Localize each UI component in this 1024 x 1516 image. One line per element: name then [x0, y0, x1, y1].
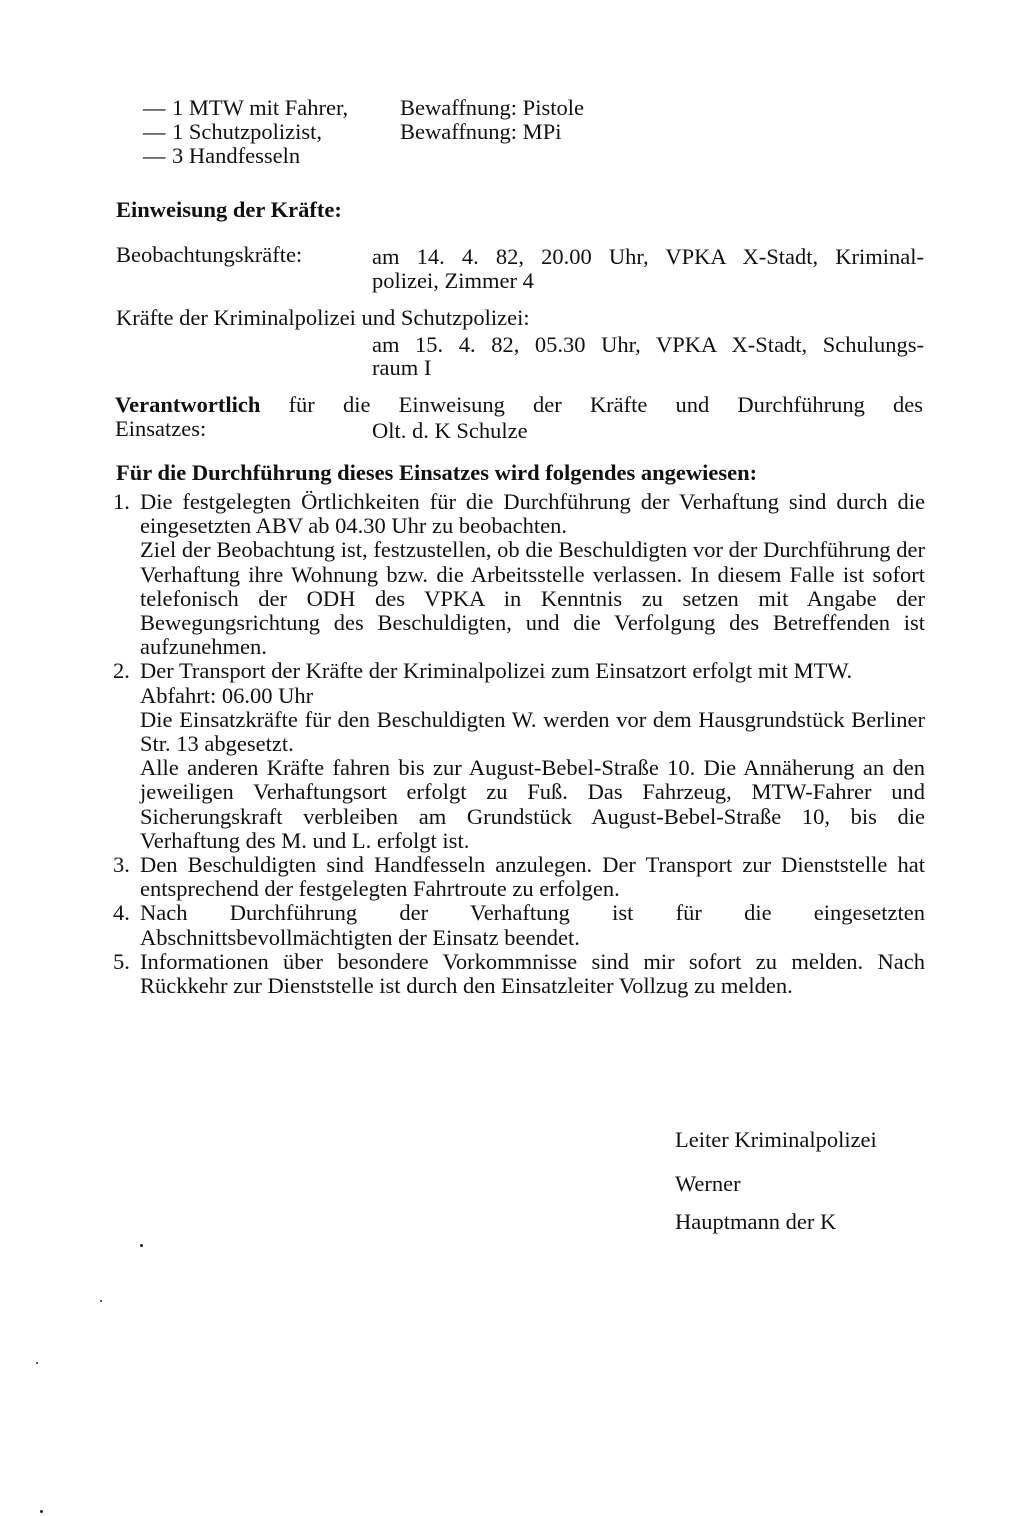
item-paragraph: Informationen über besondere Vorkommnisse sind mir sofort zu melden. Nach Rückkehr zur Dienststelle ist durch den Einsatzleiter Vollzug zu melden. — [140, 948, 925, 999]
item-paragraph: Nach Durchführung der Verhaftung ist für die eingesetzten Abschnittsbevollmächtigten der Einsatz beendet. — [140, 900, 925, 950]
equipment-item: 1 Schutzpolizist, — [172, 119, 322, 144]
orders-list — [113, 490, 925, 998]
equipment-armament: Bewaffnung: Pistole — [400, 95, 584, 120]
police-line: raum I — [372, 355, 432, 380]
signature-rank: Hauptmann der K — [675, 1209, 837, 1234]
equipment-armament: Bewaffnung: MPi — [400, 119, 562, 144]
observation-label: Beobachtungskräfte: — [116, 242, 303, 267]
list-item — [113, 490, 925, 659]
equipment-item: 1 MTW mit Fahrer, — [172, 95, 349, 120]
police-line: am 15. 4. 82, 05.30 Uhr, VPKA X-Stadt, Schulungs- — [372, 332, 924, 357]
equipment-item: 3 Handfesseln — [172, 143, 301, 168]
scan-speck — [140, 1244, 143, 1247]
list-item — [113, 901, 925, 949]
item-paragraph: Der Transport der Kräfte der Kriminalpolizei zum Einsatzort erfolgt mit MTW. — [140, 658, 853, 684]
list-item — [113, 659, 925, 853]
scan-speck — [100, 1300, 102, 1302]
list-item — [113, 950, 925, 998]
scan-speck — [36, 1362, 38, 1364]
responsible-bold: Verantwortlich — [115, 392, 261, 417]
item-paragraph: Alle anderen Kräfte fahren bis zur August-Bebel-Straße 10. Die Annäherung an den jeweiligen Verhaftungsort erfolgt zu Fuß. Das Fahrzeug, MTW-Fahrer und Sicherungskraft verbleiben am Grundstück August-Bebel-Straße 10, bis die Verhaftung des M. und L. erfolgt ist. — [140, 755, 925, 853]
observation-line: polizei, Zimmer 4 — [372, 268, 534, 293]
equipment-dash: — — [143, 143, 166, 168]
signature-name: Werner — [675, 1171, 741, 1196]
item-number: 4. — [113, 900, 130, 926]
item-number: 3. — [113, 852, 130, 878]
item-paragraph: Ziel der Beobachtung ist, festzustellen, ob die Beschuldigten vor der Durchführung der Verhaftung ihre Wohnung bzw. die Arbeitsstelle verlassen. In diesem Falle ist sofort telefonisch der ODH des VPKA in Kenntnis zu setzen mit Angabe der Bewegungsrichtung des Beschuldigten, und die Verfolgung des Betreffenden ist aufzunehmen. — [140, 537, 925, 660]
item-paragraph: Die Einsatzkräfte für den Beschuldigten W. werden vor dem Hausgrundstück Berliner Str. 13 abgesetzt. — [140, 706, 925, 757]
item-number: 5. — [113, 948, 130, 974]
briefing-heading: Einweisung der Kräfte: — [116, 197, 342, 222]
item-paragraph: Abfahrt: 06.00 Uhr — [140, 682, 314, 708]
signature-title: Leiter Kriminalpolizei — [675, 1127, 877, 1152]
responsible-line — [115, 393, 923, 417]
responsible-label: Einsatzes: — [115, 416, 207, 441]
orders-heading: Für die Durchführung dieses Einsatzes wird folgendes angewiesen: — [116, 460, 758, 485]
equipment-dash: — — [143, 95, 166, 120]
list-item — [113, 853, 925, 901]
responsible-text: für die Einweisung der Kräfte und Durchführung des — [288, 392, 923, 417]
scan-speck — [40, 1510, 43, 1513]
item-number: 1. — [113, 489, 130, 514]
police-label: Kräfte der Kriminalpolizei und Schutzpolizei: — [116, 305, 530, 330]
item-paragraph: Die festgelegten Örtlichkeiten für die Durchführung der Verhaftung sind durch die eingesetzten ABV ab 04.30 Uhr zu beobachten. — [140, 489, 925, 539]
item-number: 2. — [113, 658, 130, 684]
equipment-dash: — — [143, 119, 166, 144]
observation-line: am 14. 4. 82, 20.00 Uhr, VPKA X-Stadt, Kriminal- — [372, 244, 924, 269]
responsible-name: Olt. d. K Schulze — [372, 418, 528, 443]
item-paragraph: Den Beschuldigten sind Handfesseln anzulegen. Der Transport zur Dienststelle hat entsprechend der festgelegten Fahrtroute zu erfolgen. — [140, 852, 925, 902]
